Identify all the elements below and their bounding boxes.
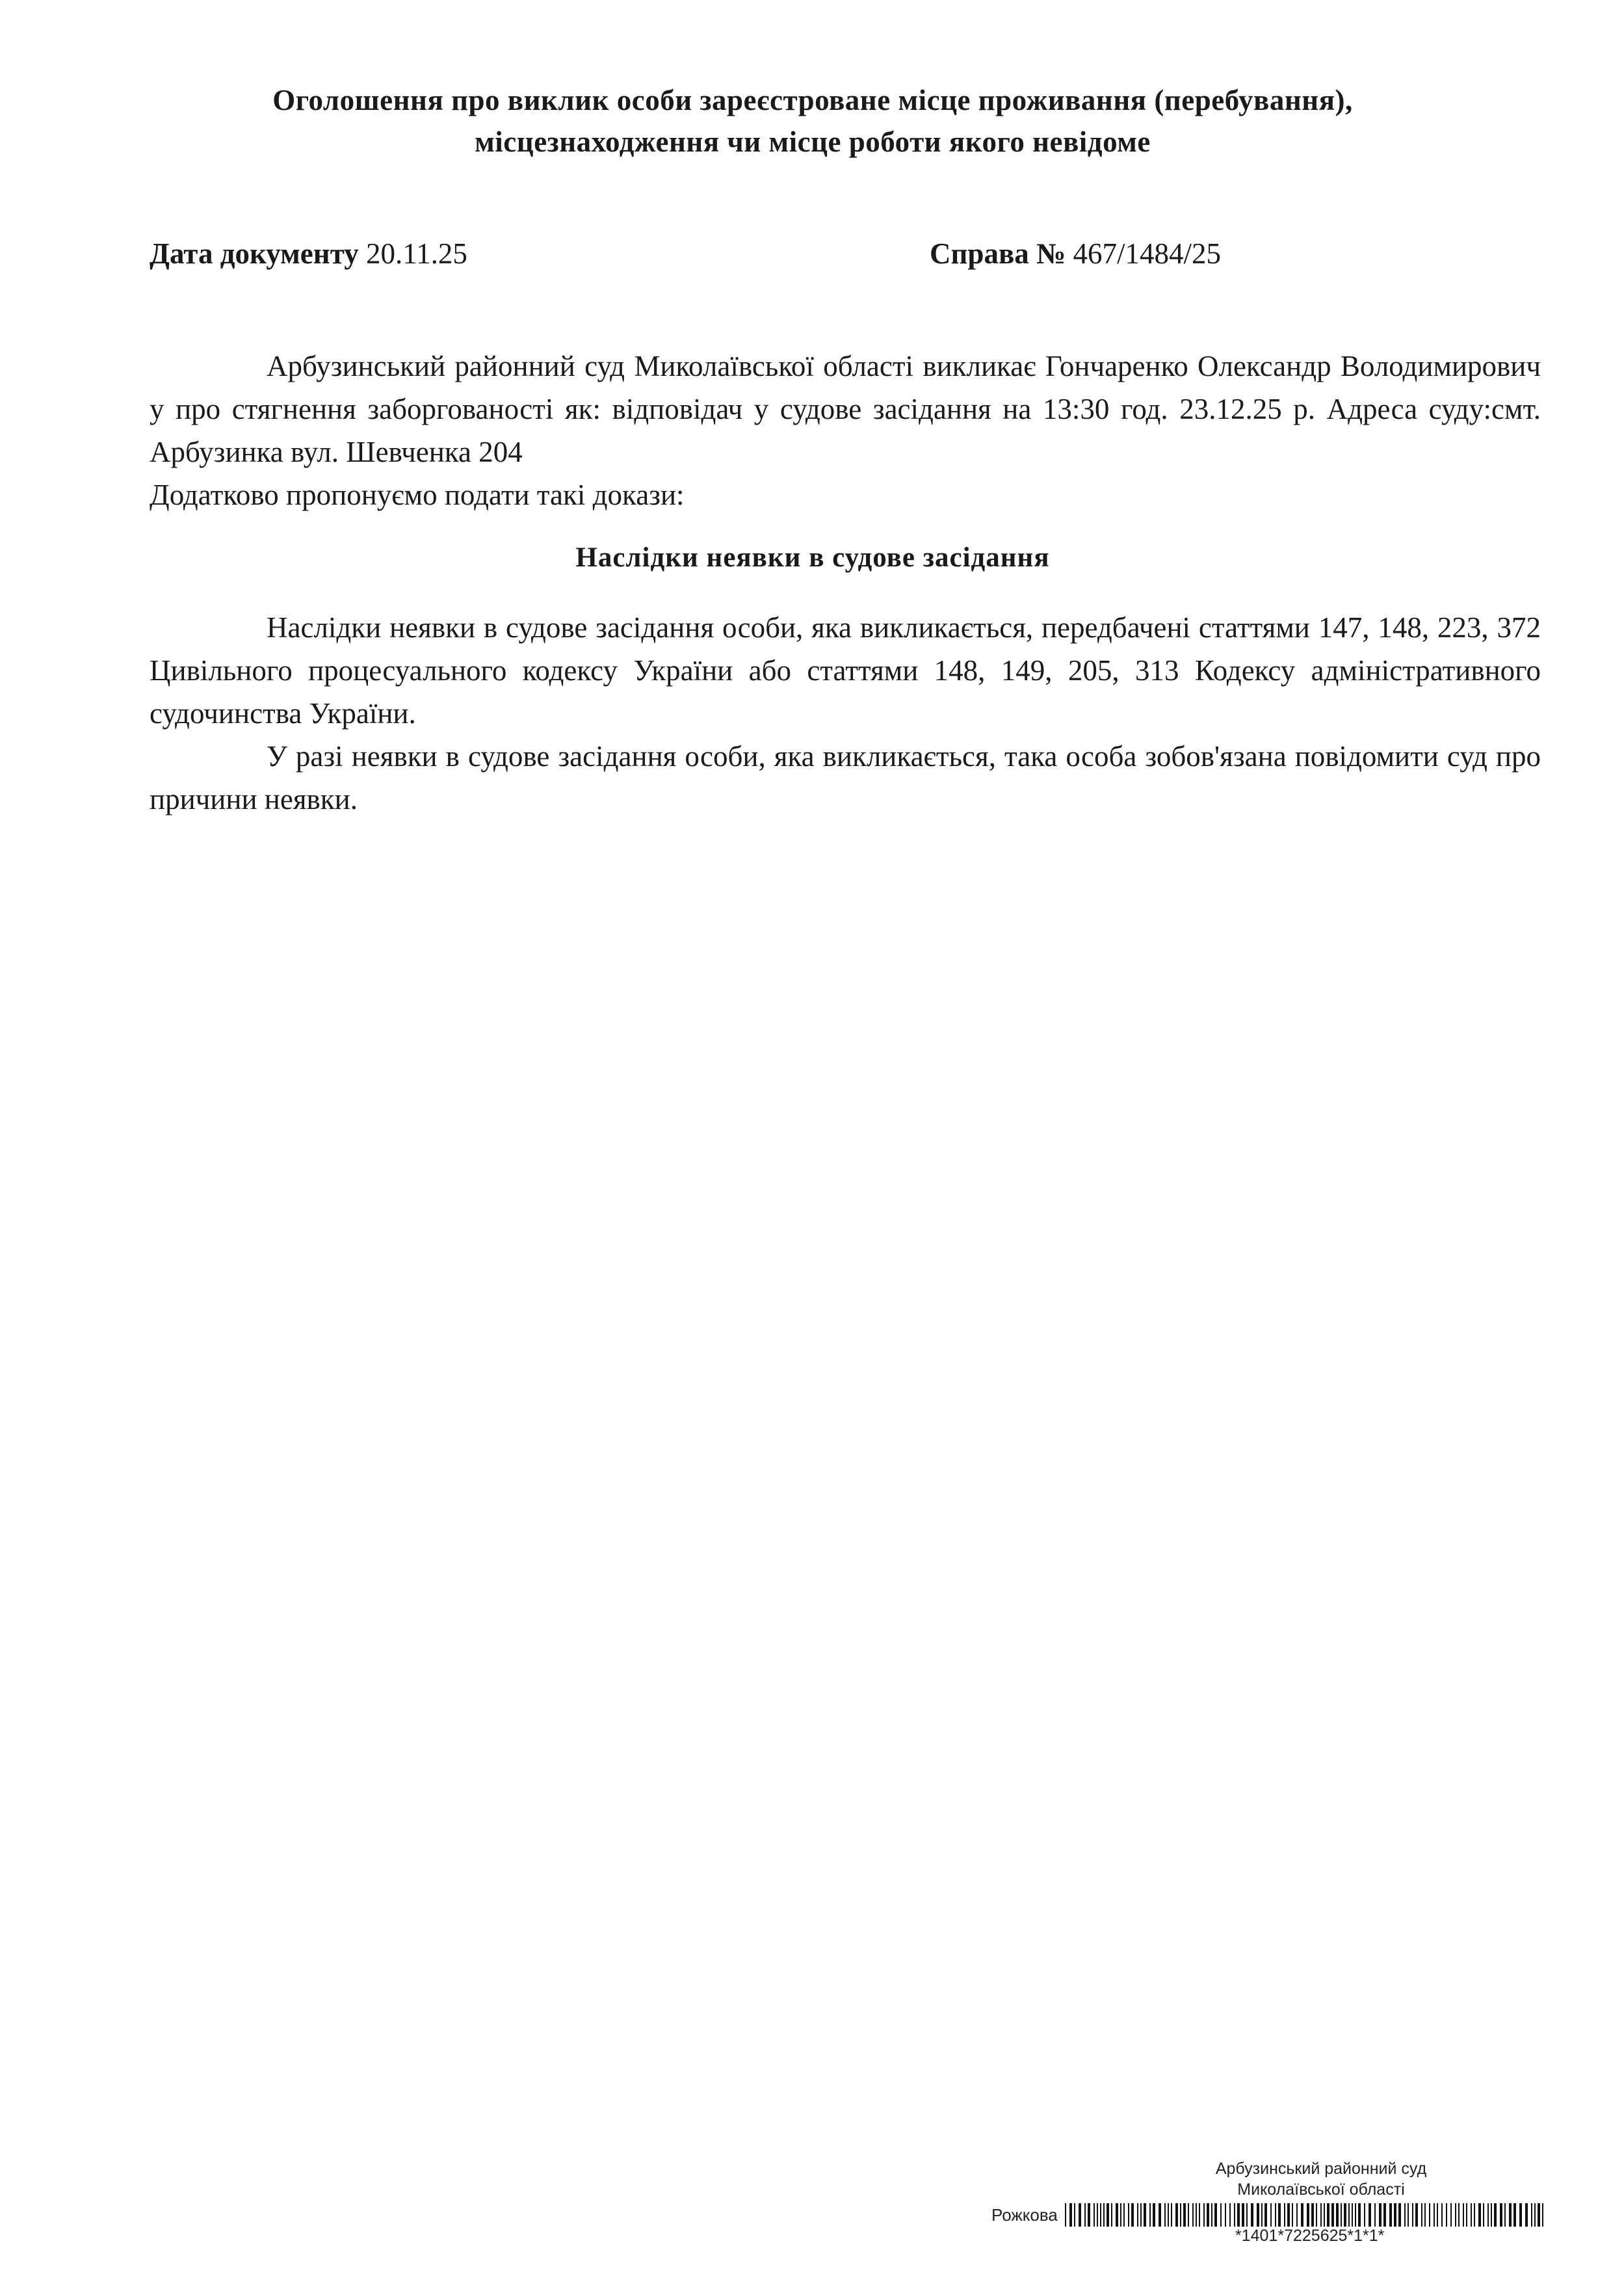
stamp-court-name: Арбузинський районний суд (1215, 2160, 1427, 2178)
document-title (130, 79, 1495, 163)
barcode-bar (1446, 2203, 1447, 2227)
barcode-bar (1246, 2203, 1248, 2227)
barcode-bar (1437, 2203, 1438, 2227)
barcode-bar (1097, 2203, 1098, 2227)
barcode-bar (1111, 2203, 1112, 2227)
barcode-bar (1284, 2203, 1285, 2227)
barcode-bar (1394, 2203, 1396, 2227)
case-value: 467/1484/25 (1073, 237, 1221, 270)
barcode-bar (1242, 2203, 1244, 2227)
barcode-bar (1434, 2203, 1435, 2227)
barcode-bar (1140, 2203, 1142, 2227)
barcode-bar (1144, 2203, 1146, 2227)
barcode-bar (1065, 2203, 1066, 2227)
barcode-bar (1311, 2203, 1314, 2227)
barcode-bar (1534, 2203, 1536, 2227)
barcode-bar (1429, 2203, 1430, 2227)
barcode-bar (1084, 2203, 1086, 2227)
barcode-bar (1369, 2203, 1371, 2227)
consequences-paragraph: Наслідки неявки в судове засідання особи, яка викликається, передбачені статтями 147, 148, 223, 372 Цивільного процесуального кодексу України або статтями 148, 149, 205, 313 Кодексу адміністративного судочинства України. (150, 611, 1541, 730)
barcode-bar (1199, 2203, 1200, 2227)
barcode-bar (1424, 2203, 1426, 2227)
barcode-bar (1491, 2203, 1492, 2227)
barcode-bar (1494, 2203, 1497, 2227)
barcode-bar (1180, 2203, 1181, 2227)
barcode-bar (1327, 2203, 1329, 2227)
barcode (1065, 2203, 1546, 2227)
barcode-bar (1320, 2203, 1322, 2227)
case-label: Справа № (930, 237, 1066, 270)
barcode-bar (1094, 2203, 1095, 2227)
barcode-bar (1074, 2203, 1075, 2227)
summons-block (150, 345, 1541, 516)
barcode-bar (1404, 2203, 1406, 2227)
case-number (930, 234, 1221, 273)
barcode-bar (1344, 2203, 1346, 2227)
barcode-bar (1316, 2203, 1317, 2227)
barcode-bar (1270, 2203, 1272, 2227)
barcode-bar (1379, 2203, 1382, 2227)
barcode-bar (1538, 2203, 1540, 2227)
barcode-bar (1188, 2203, 1189, 2227)
barcode-bar (1336, 2203, 1339, 2227)
date-label: Дата документу (150, 237, 359, 270)
barcode-bar (1079, 2203, 1081, 2227)
barcode-bar (1164, 2203, 1166, 2227)
date-value: 20.11.25 (365, 237, 467, 270)
barcode-bar (1374, 2203, 1376, 2227)
notification-paragraph: У разі неявки в судове засідання особи, яка викликається, така особа зобов'язана повідомити суд про причини неявки. (150, 740, 1541, 815)
barcode-bar (1487, 2203, 1489, 2227)
barcode-bar (1301, 2203, 1303, 2227)
barcode-bar (1171, 2203, 1172, 2227)
barcode-bar (1296, 2203, 1298, 2227)
barcode-bar (1211, 2203, 1212, 2227)
barcode-bar (1292, 2203, 1293, 2227)
barcode-bar (1159, 2203, 1161, 2227)
barcode-bar (1421, 2203, 1422, 2227)
barcode-bar (1355, 2203, 1356, 2227)
barcode-bar (1513, 2203, 1516, 2227)
barcode-bar (1519, 2203, 1522, 2227)
document-date (150, 234, 467, 273)
barcode-bar (1358, 2203, 1361, 2227)
consequences-block (150, 606, 1541, 821)
barcode-bar (1483, 2203, 1484, 2227)
barcode-bar (1100, 2203, 1101, 2227)
barcode-bar (1131, 2203, 1134, 2227)
barcode-bar (1341, 2203, 1342, 2227)
barcode-bar (1168, 2203, 1169, 2227)
barcode-bar (1225, 2203, 1226, 2227)
barcode-bar (1275, 2203, 1276, 2227)
barcode-bar (1458, 2203, 1460, 2227)
barcode-bar (1137, 2203, 1138, 2227)
stamp-court-region: Миколаївської області (1237, 2180, 1405, 2199)
title-line-1: Оголошення про виклик особи зареєстроване місце проживання (перебування), (272, 84, 1353, 116)
barcode-bar (1398, 2203, 1401, 2227)
barcode-bar (1229, 2203, 1231, 2227)
barcode-bar (1389, 2203, 1392, 2227)
barcode-bar (1542, 2203, 1543, 2227)
barcode-number: *1401*7225625*1*1* (1235, 2227, 1385, 2245)
barcode-bar (1471, 2203, 1472, 2227)
barcode-bar (1192, 2203, 1194, 2227)
barcode-bar (1220, 2203, 1222, 2227)
barcode-bar (1196, 2203, 1197, 2227)
barcode-bar (1455, 2203, 1456, 2227)
barcode-bar (1264, 2203, 1267, 2227)
barcode-bar (1500, 2203, 1502, 2227)
barcode-bar (1261, 2203, 1263, 2227)
barcode-bar (1450, 2203, 1452, 2227)
barcode-bar (1348, 2203, 1350, 2227)
evidence-request: Додатково пропонуємо подати такі докази: (150, 479, 685, 511)
barcode-bar (1257, 2203, 1259, 2227)
stamp-clerk-name: Рожкова (991, 2205, 1058, 2225)
barcode-bar (1352, 2203, 1353, 2227)
barcode-bar (1153, 2203, 1155, 2227)
barcode-bar (1307, 2203, 1309, 2227)
document-meta (150, 234, 1541, 273)
barcode-bar (1278, 2203, 1281, 2227)
barcode-bar (1383, 2203, 1386, 2227)
barcode-bar (1287, 2203, 1290, 2227)
barcode-bar (1116, 2203, 1118, 2227)
barcode-bar (1525, 2203, 1528, 2227)
title-line-2: місцезнаходження чи місце роботи якого невідоме (475, 126, 1151, 158)
barcode-bar (1415, 2203, 1418, 2227)
barcode-bar (1478, 2203, 1481, 2227)
barcode-bar (1175, 2203, 1178, 2227)
barcode-bar (1207, 2203, 1209, 2227)
barcode-bar (1504, 2203, 1506, 2227)
barcode-bar (1103, 2203, 1105, 2227)
barcode-bar (1412, 2203, 1413, 2227)
barcode-bar (1509, 2203, 1512, 2227)
barcode-bar (1331, 2203, 1334, 2227)
barcode-bar (1324, 2203, 1325, 2227)
barcode-bar (1214, 2203, 1217, 2227)
barcode-bar (1149, 2203, 1151, 2227)
summons-paragraph: Арбузинський районний суд Миколаївської області викликає Гончаренко Олександр Володимирович у про стягнення заборгованості як: відповідач у судове засідання на 13:30 год. 23.12.25 р. Адреса суду:смт. Арбузинка вул. Шевченка 204 (150, 350, 1541, 468)
barcode-bar (1088, 2203, 1090, 2227)
barcode-bar (1107, 2203, 1109, 2227)
barcode-bar (1466, 2203, 1467, 2227)
barcode-bar (1203, 2203, 1205, 2227)
barcode-bar (1441, 2203, 1443, 2227)
barcode-bar (1251, 2203, 1253, 2227)
barcode-bar (1463, 2203, 1464, 2227)
barcode-bar (1183, 2203, 1186, 2227)
barcode-bar (1531, 2203, 1532, 2227)
barcode-bar (1234, 2203, 1235, 2227)
barcode-bar (1364, 2203, 1365, 2227)
barcode-bar (1408, 2203, 1409, 2227)
barcode-bar (1120, 2203, 1121, 2227)
barcode-bar (1123, 2203, 1125, 2227)
barcode-bar (1474, 2203, 1475, 2227)
section-heading: Наслідки неявки в судове засідання (575, 542, 1050, 573)
barcode-bar (1237, 2203, 1240, 2227)
barcode-bar (1069, 2203, 1072, 2227)
barcode-bar (1128, 2203, 1129, 2227)
court-stamp (975, 2159, 1547, 2289)
